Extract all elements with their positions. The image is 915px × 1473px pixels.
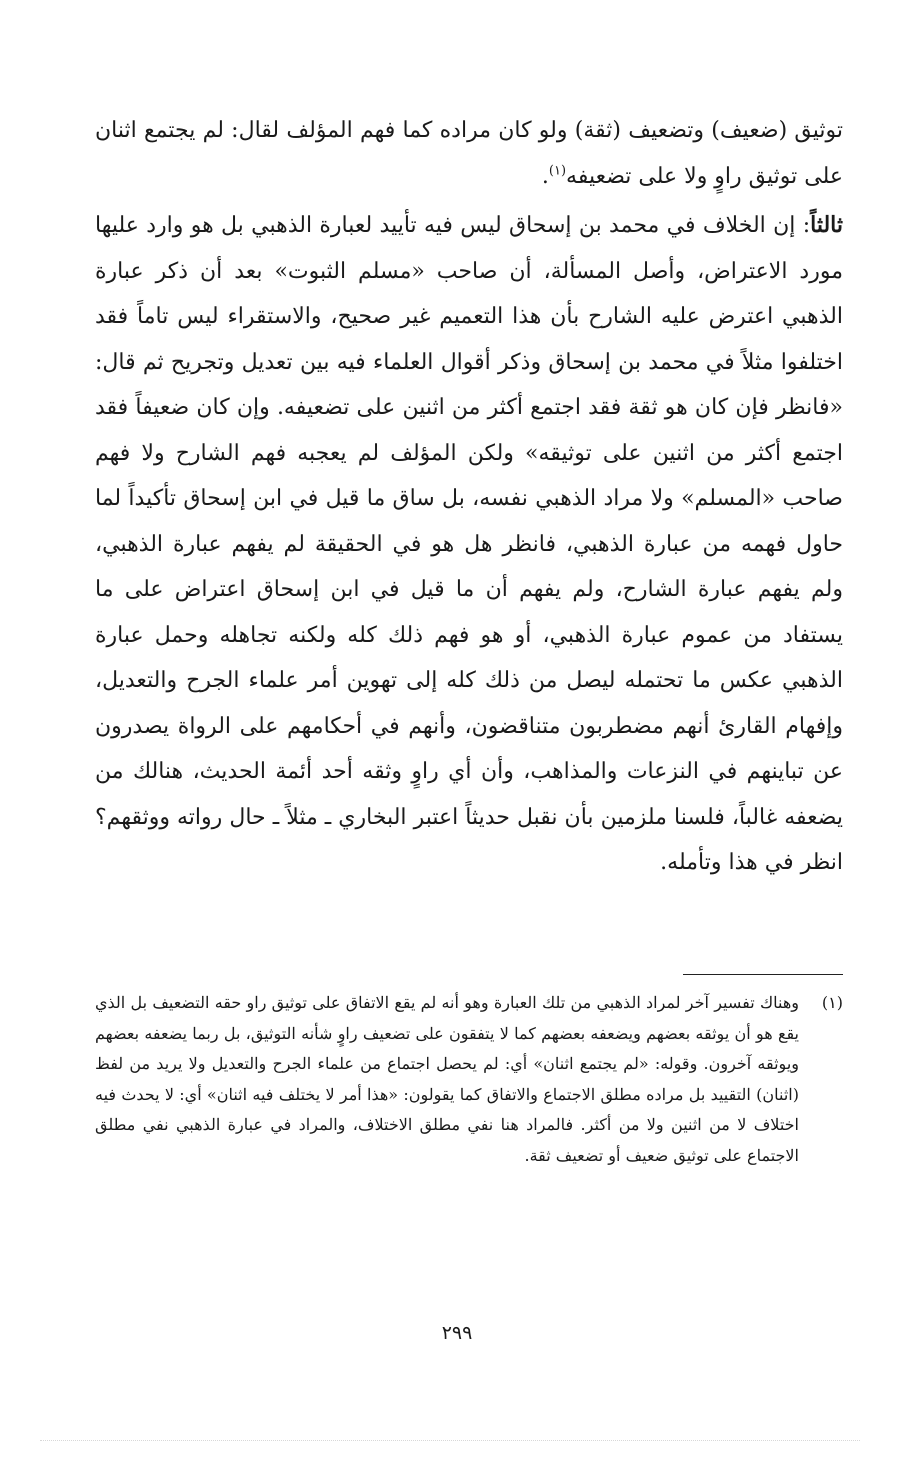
- footnote-number: (١): [821, 993, 843, 1012]
- paragraph-1-end: .: [541, 163, 549, 189]
- paragraph-2-lead: ثالثاً: [810, 212, 843, 238]
- page-number: ٢٩٩: [441, 1322, 473, 1344]
- paragraph-1-text: توثيق (ضعيف) وتضعيف (ثقة) ولو كان مراده كما فهم المؤلف لقال: لم يجتمع اثنان على توثيق راوٍ ولا على تضعيفه: [95, 118, 843, 189]
- footnote-text: وهناك تفسير آخر لمراد الذهبي من تلك العبارة وهو أنه لم يقع الاتفاق على توثيق راو حقه التضعيف بل الذي يقع هو أن يوثقه بعضهم ويضعفه بعضهم كما لا يتفقون على تضعيف راوٍ شأنه التوثيق، بل ربما يضعفه بعضهم ويوثقه آخرون. وقوله: «لم يجتمع اثنان» أي: لم يحصل اجتماع من علماء الجرح والتعديل ولا يريد من لفظ (اثنان) التقييد بل مراده مطلق الاجتماع والاتفاق كما يقولون: «هذا أمر لا يختلف فيه اثنان» أي: لا يحدث فيه اختلاف لا من اثنين ولا من أكثر. فالمراد هنا نفي مطلق الاختلاف، والمراد في عبارة الذهبي نفي مطلق الاجتماع على توثيق ضعيف أو تضعيف ثقة.: [95, 993, 800, 1165]
- main-text-block: [95, 108, 843, 886]
- paragraph-2-text: : إن الخلاف في محمد بن إسحاق ليس فيه تأييد لعبارة الذهبي بل هو وارد عليها مورد الاعتراض، وأصل المسألة، أن صاحب «مسلم الثبوت» بعد أن ذكر عبارة الذهبي اعترض عليه الشارح بأن هذا التعميم غير صحيح، والاستقراء ليس تاماً فقد اختلفوا مثلاً في محمد بن إسحاق وذكر أقوال العلماء فيه بين تعديل وتجريح ثم قال: «فانظر فإن كان هو ثقة فقد اجتمع أكثر من اثنين على تضعيفه. وإن كان ضعيفاً فقد اجتمع أكثر من اثنين على توثيقه» ولكن المؤلف لم يعجبه فهم الشارح ولا فهم صاحب «المسلم» ولا مراد الذهبي نفسه، بل ساق ما قيل في ابن إسحاق تأكيداً لما حاول فهمه من عبارة الذهبي، فانظر هل هو في الحقيقة لم يفهم عبارة الذهبي، ولم يفهم عبارة الشارح، ولم يفهم أن ما قيل في ابن إسحاق اعتراض على ما يستفاد من عموم عبارة الذهبي، أو هو فهم ذلك كله ولكنه تجاهله وحمل عبارة الذهبي عكس ما تحتمله ليصل من ذلك كله إلى تهوين أمر علماء الجرح والتعديل، وإفهام القارئ أنهم مضطربون متناقضون، وأنهم في أحكامهم على الرواة يصدرون عن تباينهم في النزعات والمذاهب، وأن أي راوٍ وثقه أحد أئمة الحديث، هنالك من يضعفه غالباً، فلسنا ملزمين بأن نقبل حديثاً اعتبر البخاري ـ مثلاً ـ حال رواته ووثقهم؟ انظر في هذا وتأمله.: [95, 213, 843, 875]
- footnote-reference-1: (١): [548, 163, 567, 179]
- paragraph-1: [95, 108, 843, 199]
- footnote-separator: [683, 974, 843, 975]
- footnote-1: [95, 988, 843, 1172]
- paragraph-2: [95, 203, 843, 886]
- scan-edge-line: [40, 1440, 860, 1441]
